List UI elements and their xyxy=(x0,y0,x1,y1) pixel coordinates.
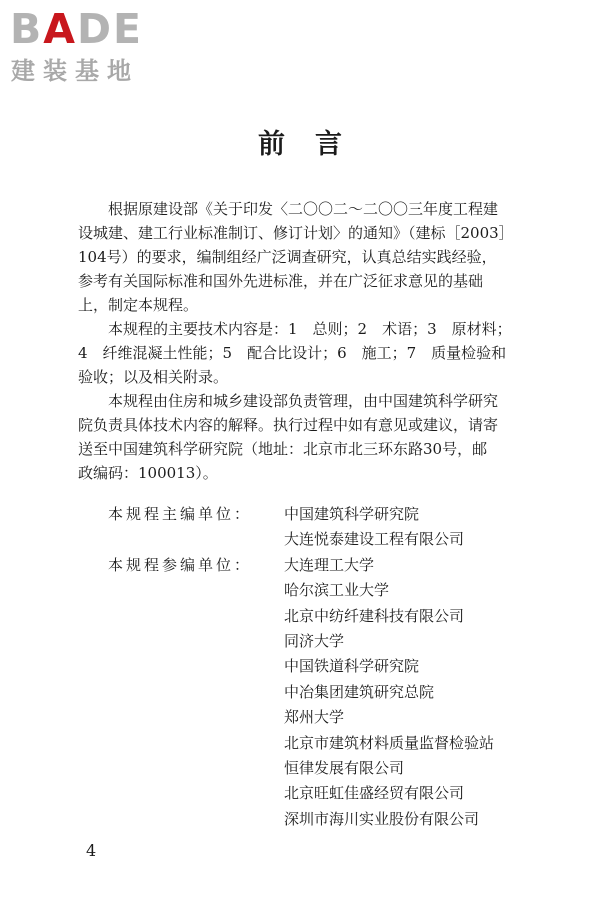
chief-unit-row xyxy=(108,527,568,552)
text-line: 参考有关国际标准和国外先进标准，并在广泛征求意见的基础 xyxy=(78,272,484,290)
page-title: 前言 xyxy=(258,129,372,160)
preface-body xyxy=(78,197,556,485)
participating-unit-row xyxy=(108,731,568,756)
chief-unit-name: 中国建筑科学研究院 xyxy=(284,505,420,523)
logo-subtitle: 建装基地 xyxy=(11,57,139,85)
participating-unit-name: 中国铁道科学研究院 xyxy=(284,657,420,676)
text-line: 政编码：100013）。 xyxy=(78,464,218,482)
chief-unit-name: 大连悦泰建设工程有限公司 xyxy=(284,530,465,549)
page-number: 4 xyxy=(86,841,97,860)
text-line: 验收；以及相关附录。 xyxy=(78,368,229,386)
logo-letters-de: DE xyxy=(77,5,144,53)
text-line: 根据原建设部《关于印发〈二〇〇二～二〇〇三年度工程建 xyxy=(108,200,499,218)
participating-unit-row xyxy=(108,604,568,629)
text-line: 104号）的要求，编制组经广泛调查研究，认真总结实践经验， xyxy=(78,248,497,266)
participating-unit-name: 中冶集团建筑研究总院 xyxy=(284,682,435,701)
participating-unit-row xyxy=(108,553,568,578)
participating-unit-row xyxy=(108,781,568,806)
participating-unit-name: 同济大学 xyxy=(284,631,345,650)
text-line: 本规程由住房和城乡建设部负责管理，由中国建筑科学研究 xyxy=(108,392,499,410)
logo-letter-b: B xyxy=(10,5,44,53)
participating-unit-row xyxy=(108,705,568,730)
drafting-units xyxy=(108,502,568,832)
participating-unit-row xyxy=(108,654,568,679)
participating-unit-name: 深圳市海川实业股份有限公司 xyxy=(284,809,480,828)
participating-unit-name: 郑州大学 xyxy=(284,708,345,727)
participating-unit-row xyxy=(108,756,568,781)
participating-unit-row xyxy=(108,629,568,654)
participating-unit-name: 大连理工大学 xyxy=(284,555,375,574)
text-line: 院负责具体技术内容的解释。执行过程中如有意见或建议，请寄 xyxy=(78,416,499,434)
text-line: 4 纤维混凝土性能；5 配合比设计；6 施工；7 质量检验和 xyxy=(78,344,507,362)
chief-unit-row xyxy=(108,502,568,527)
paragraph-3 xyxy=(78,389,556,485)
publisher-logo xyxy=(10,6,175,88)
logo-wordmark xyxy=(10,6,143,52)
paragraph-2 xyxy=(78,317,556,389)
text-line: 上，制定本规程。 xyxy=(78,296,199,314)
participating-units-label: 本规程参编单位： xyxy=(108,555,253,574)
participating-unit-name: 恒律发展有限公司 xyxy=(284,758,405,777)
chief-units-label: 本规程主编单位： xyxy=(108,505,253,523)
text-line: 本规程的主要技术内容是：1 总则；2 术语；3 原材料； xyxy=(108,320,512,338)
participating-unit-name: 北京中纺纤建科技有限公司 xyxy=(284,606,465,625)
paragraph-1 xyxy=(78,197,556,317)
participating-unit-row xyxy=(108,578,568,603)
logo-letter-a: A xyxy=(43,5,77,53)
participating-unit-name: 北京旺虹佳盛经贸有限公司 xyxy=(284,784,465,803)
participating-unit-name: 北京市建筑材料质量监督检验站 xyxy=(284,733,495,752)
text-line: 设城建、建工行业标准制订、修订计划〉的通知》（建标［2003］ xyxy=(78,224,514,242)
participating-unit-name: 哈尔滨工业大学 xyxy=(284,581,390,600)
participating-unit-row xyxy=(108,680,568,705)
text-line: 送至中国建筑科学研究院（地址：北京市北三环东路30号，邮 xyxy=(78,440,488,458)
participating-unit-row xyxy=(108,807,568,832)
